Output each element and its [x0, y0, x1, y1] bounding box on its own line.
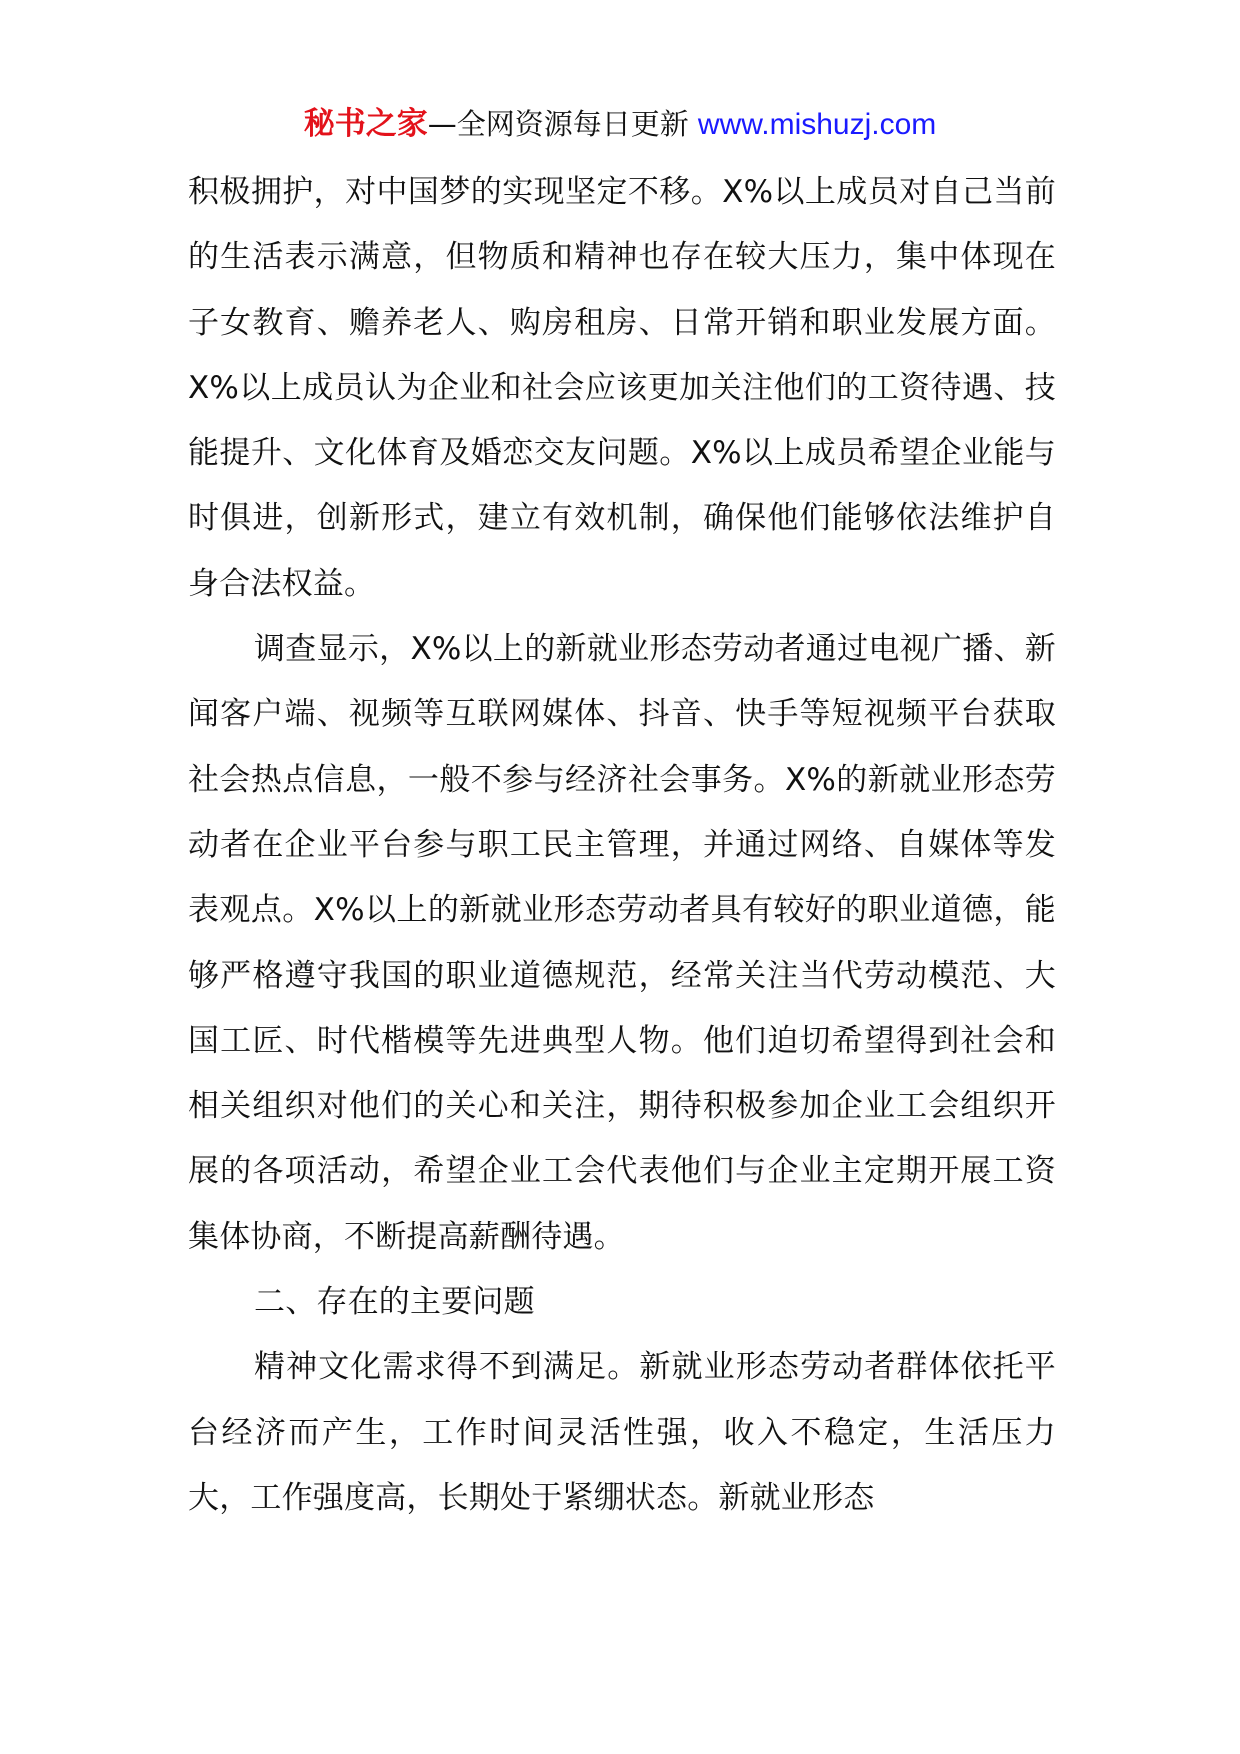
site-tagline: —全网资源每日更新 [427, 107, 698, 141]
section-heading: 二、存在的主要问题 [254, 1284, 535, 1321]
paragraph-problems: 精神文化需求得不到满足。新就业形态劳动者群体依托平台经济而产生，工作时间灵活性强，收入不稳定，生活压力大，工作强度高，长期处于紧绷状态。新就业形态 [188, 1349, 1056, 1516]
paragraph-continuation: 积极拥护，对中国梦的实现坚定不移。X%以上成员对自己当前的生活表示满意，但物质和精神也存在较大压力，集中体现在子女教育、赡养老人、购房租房、日常开销和职业发展方面。X%以上成员认为企业和社会应该更加关注他们的工资待遇、技能提升、文化体育及婚恋交友问题。X%以上成员希望企业能与时俱进，创新形式，建立有效机制，确保他们能够依法维护自身合法权益。 [188, 174, 1056, 602]
site-header [0, 104, 1240, 145]
document-body [188, 160, 1056, 1531]
site-brand: 秘书之家 [303, 106, 428, 142]
paragraph-survey: 调查显示，X%以上的新就业形态劳动者通过电视广播、新闻客户端、视频等互联网媒体、抖音、快手等短视频平台获取社会热点信息，一般不参与经济社会事务。X%的新就业形态劳动者在企业平台参与职工民主管理，并通过网络、自媒体等发表观点。X%以上的新就业形态劳动者具有较好的职业道德，能够严格遵守我国的职业道德规范，经常关注当代劳动模范、大国工匠、时代楷模等先进典型人物。他们迫切希望得到社会和相关组织对他们的关心和关注，期待积极参加企业工会组织开展的各项活动，希望企业工会代表他们与企业主定期开展工资集体协商，不断提高薪酬待遇。 [188, 631, 1056, 1255]
site-url-link[interactable]: www.mishuzj.com [697, 108, 937, 141]
